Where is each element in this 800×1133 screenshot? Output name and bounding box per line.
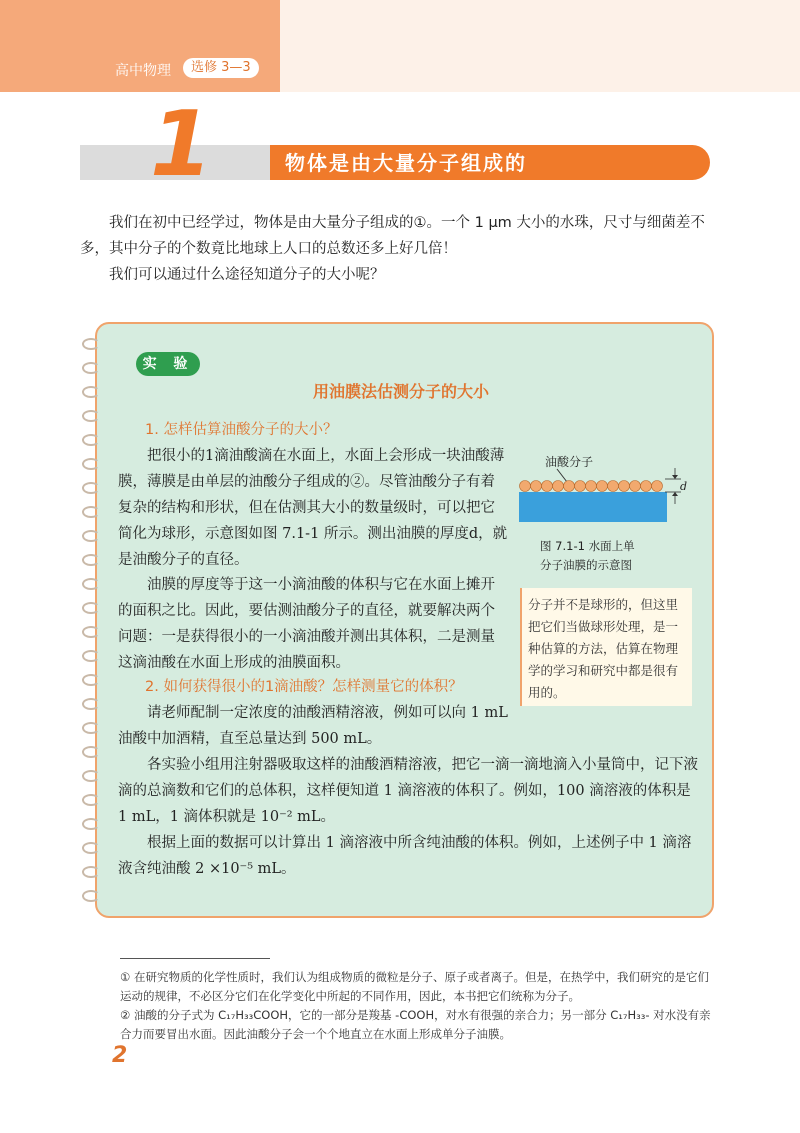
binding-ring xyxy=(82,650,100,662)
binding-ring xyxy=(82,674,100,686)
question-2-paragraph-3 xyxy=(118,830,698,882)
binding-ring xyxy=(82,746,100,758)
q2-p3-text: 根据上面的数据可以计算出 1 滴溶液中所含纯油酸的体积。例如，上述例子中 1 滴溶液含纯油酸 2 ×10⁻⁵ mL。 xyxy=(118,835,692,877)
binding-ring xyxy=(82,482,100,494)
binding-ring xyxy=(82,578,100,590)
oleic-molecule xyxy=(542,481,553,492)
question-2-paragraph-2 xyxy=(118,752,698,830)
intro-paragraph-1: 我们在初中已经学过，物体是由大量分子组成的①。一个 1 μm 大小的水珠，尺寸与细菌差不多，其中分子的个数竟比地球上人口的总数还多上好几倍！ xyxy=(80,215,705,257)
question-2-heading: 2. 如何获得很小的1滴油酸？怎样测量它的体积？ xyxy=(145,679,463,695)
q2-p1-text: 请老师配制一定浓度的油酸酒精溶液，例如可以向 1 mL 油酸中加酒精，直至总量达到 500 mL。 xyxy=(118,705,508,747)
binding-ring xyxy=(82,530,100,542)
oleic-molecule xyxy=(630,481,641,492)
binding-ring xyxy=(82,338,100,350)
header-book-badge: 选修 3—3 xyxy=(183,58,259,78)
oleic-molecule xyxy=(553,481,564,492)
footnote-1: ① 在研究物质的化学性质时，我们认为组成物质的微粒是分子、原子或者离子。但是，在热学中，我们研究的是它们运动的规律，不必区分它们在化学变化中所起的不同作用，因此，本书把它们统称为分子。 xyxy=(120,970,709,1003)
oleic-molecule xyxy=(564,481,575,492)
binding-ring xyxy=(82,626,100,638)
oleic-molecule xyxy=(531,481,542,492)
binding-ring xyxy=(82,458,100,470)
experiment-badge: 实 验 xyxy=(136,352,200,376)
binding-ring xyxy=(82,890,100,902)
oleic-molecule xyxy=(597,481,608,492)
binding-ring xyxy=(82,602,100,614)
binding-ring xyxy=(82,410,100,422)
binding-ring xyxy=(82,506,100,518)
q2-p2-text: 各实验小组用注射器吸取这样的油酸酒精溶液，把它一滴一滴地滴入小量筒中，记下液滴的总滴数和它们的总体积，这样便知道 1 滴溶液的体积了。例如，100 滴溶液的体积是 1 mL，1 滴体积就是 10⁻² mL。 xyxy=(118,757,698,825)
oleic-molecule xyxy=(641,481,652,492)
oleic-molecule xyxy=(652,481,663,492)
chapter-title: 物体是由大量分子组成的 xyxy=(285,151,527,175)
oleic-molecule xyxy=(520,481,531,492)
oleic-molecule xyxy=(586,481,597,492)
binding-ring xyxy=(82,434,100,446)
figure-pointer-line xyxy=(557,469,567,482)
binding-ring xyxy=(82,770,100,782)
intro-section xyxy=(80,210,720,288)
figure-caption xyxy=(540,537,635,575)
dim-arrowhead-bottom xyxy=(672,492,678,496)
figure-label-oleic-molecule: 油酸分子 xyxy=(545,455,594,469)
footnote-divider xyxy=(120,958,270,959)
q1-p2-text: 油膜的厚度等于这一小滴油酸的体积与它在水面上摊开的面积之比。因此，要估测油酸分子的直径，就要解决两个问题：一是获得很小的一小滴油酸并测出其体积，二是测量这滴油酸在水面上形成的油膜面积。 xyxy=(118,577,495,671)
page-number: 2 xyxy=(112,1043,128,1068)
oil-film-diagram xyxy=(515,450,690,535)
binding-ring xyxy=(82,386,100,398)
figure-caption-line-2: 分子油膜的示意图 xyxy=(540,558,632,572)
binding-ring xyxy=(82,362,100,374)
experiment-title: 用油膜法估测分子的大小 xyxy=(313,382,490,401)
binding-ring xyxy=(82,866,100,878)
side-note-text: 分子并不是球形的，但这里把它们当做球形处理，是一种估算的方法，估算在物理学的学习和研究中都是很有用的。 xyxy=(528,597,679,700)
question-1-heading: 1. 怎样估算油酸分子的大小？ xyxy=(145,422,338,438)
oleic-molecule xyxy=(608,481,619,492)
molecule-row xyxy=(520,481,663,492)
intro-paragraph-2: 我们可以通过什么途径知道分子的大小呢？ xyxy=(109,267,385,283)
question-1-paragraph-2 xyxy=(118,572,508,676)
question-2-paragraph-1 xyxy=(118,700,513,752)
binding-ring xyxy=(82,818,100,830)
oleic-molecule xyxy=(575,481,586,492)
dim-label-d: d xyxy=(680,480,688,493)
water-layer xyxy=(519,492,667,522)
binding-ring xyxy=(82,842,100,854)
dim-arrowhead-top xyxy=(672,475,678,479)
binding-ring xyxy=(82,554,100,566)
binding-ring xyxy=(82,794,100,806)
header-background xyxy=(280,0,800,92)
footnote-2: ② 油酸的分子式为 C₁₇H₃₃COOH，它的一部分是羧基 -COOH，对水有很强的亲合力；另一部分 C₁₇H₃₃- 对水没有亲合力而要冒出水面。因此油酸分子会一个个地直立在水面上形成单分子油膜。 xyxy=(120,1008,711,1041)
question-1-paragraph-1 xyxy=(118,443,508,573)
chapter-number: 1 xyxy=(150,92,213,197)
q1-p1-text: 把很小的1滴油酸滴在水面上，水面上会形成一块油酸薄膜，薄膜是由单层的油酸分子组成的②。尽管油酸分子有着复杂的结构和形状，但在估测其大小的数量级时，可以把它简化为球形，示意图如图 7.1-1 所示。测出油膜的厚度d，就是油酸分子的直径。 xyxy=(118,448,508,568)
header-subject: 高中物理 xyxy=(115,63,171,79)
oleic-molecule xyxy=(619,481,630,492)
binding-ring xyxy=(82,722,100,734)
binding-ring xyxy=(82,698,100,710)
figure-caption-line-1: 图 7.1-1 水面上单 xyxy=(540,539,635,553)
